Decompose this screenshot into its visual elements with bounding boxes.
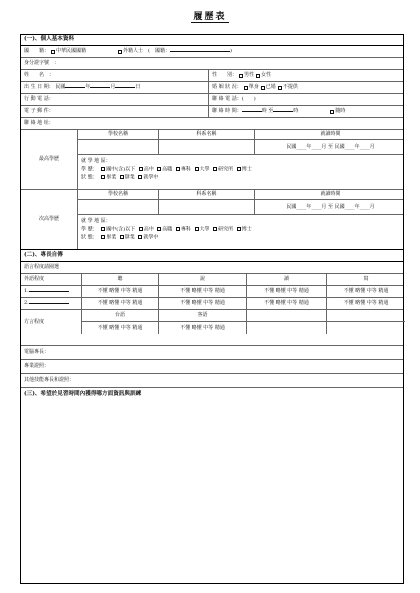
other-skills-field[interactable]: 其他技能專長和證照：: [24, 377, 75, 383]
name-row: 姓 名 ： 性 別： 男性 女性: [21, 70, 403, 82]
section-skills-header: (二)、專長自傳: [21, 250, 403, 262]
birth-day-field[interactable]: [115, 87, 135, 88]
hakka-level[interactable]: 不懂 略懂 中等 精通: [158, 322, 246, 334]
email-row: 電 子 郵 件： 聯 絡 時 間： 時 至 時 隨時: [21, 106, 403, 118]
speak-level-2[interactable]: 不懂 略懂 中等 精通: [158, 298, 246, 309]
contact-to-field[interactable]: [273, 111, 293, 112]
degree-college-checkbox[interactable]: [176, 167, 180, 171]
listen-level-1[interactable]: 不懂 略懂 中等 精通: [81, 286, 158, 297]
status-incomplete-checkbox[interactable]: [120, 175, 124, 179]
second-school-field[interactable]: [78, 200, 158, 214]
status2-incomplete-checkbox[interactable]: [120, 235, 124, 239]
name-field[interactable]: 姓 名 ：: [24, 72, 55, 78]
other-skills-row: [21, 374, 403, 388]
degree2-college-checkbox[interactable]: [176, 227, 180, 231]
phone-field[interactable]: 聯 絡 電 話：( ): [208, 94, 405, 105]
second-period-field[interactable]: 民國____年____月 至 民國____年____月: [254, 200, 406, 214]
degree2-university-checkbox[interactable]: [195, 227, 199, 231]
status-studying-checkbox[interactable]: [138, 175, 142, 179]
status-graduated-checkbox[interactable]: [101, 175, 105, 179]
degree-vocational-checkbox[interactable]: [157, 167, 161, 171]
email-field[interactable]: 電 子 郵 件：: [24, 108, 54, 114]
certifications-row: [21, 360, 403, 374]
contact-from-field[interactable]: [242, 111, 262, 112]
degree2-junior-checkbox[interactable]: [101, 227, 105, 231]
highest-region: 就 學 地 區：: [81, 158, 111, 164]
address-field[interactable]: 聯 絡 地 址：: [24, 120, 54, 126]
id-row: [21, 58, 403, 70]
nationality-local-checkbox[interactable]: [51, 50, 55, 54]
highest-degree: 學 歷： 國中(含)以下 高中 高職 專科 大學 研究所 博士: [81, 166, 252, 173]
degree2-phd-checkbox[interactable]: [237, 227, 241, 231]
resume-form: [20, 34, 404, 584]
degree-phd-checkbox[interactable]: [237, 167, 241, 171]
write-level-1[interactable]: 不懂 略懂 中等 精通: [326, 286, 405, 297]
highest-status: 狀 態： 畢業 肄業 就學中: [81, 174, 159, 181]
gender-male-checkbox[interactable]: [239, 74, 243, 78]
highest-dept-field[interactable]: [158, 140, 254, 154]
birth-row: 出 生 日 期： 民國 年 月 日 婚 姻 狀 況： 單身 已婚 不提供: [21, 82, 403, 94]
second-region: 就 學 地 區：: [81, 218, 111, 224]
degree2-senior-checkbox[interactable]: [139, 227, 143, 231]
write-level-2[interactable]: 不懂 略懂 中等 精通: [326, 298, 405, 309]
foreign-lang-1-field[interactable]: [29, 291, 69, 292]
page-title: 履歷表: [193, 12, 227, 22]
read-level-2[interactable]: 不懂 略懂 中等 精通: [246, 298, 326, 309]
birth-year-field[interactable]: [65, 87, 85, 88]
degree-senior-checkbox[interactable]: [139, 167, 143, 171]
certifications-field[interactable]: 專業證照：: [24, 363, 50, 369]
degree-university-checkbox[interactable]: [195, 167, 199, 171]
highest-school-field[interactable]: [78, 140, 158, 154]
marital-none-checkbox[interactable]: [278, 86, 282, 90]
mobile-field[interactable]: 行 動 電 話：: [24, 96, 54, 102]
speak-level-1[interactable]: 不懂 略懂 中等 精通: [158, 286, 246, 297]
gender-female-checkbox[interactable]: [256, 74, 260, 78]
degree-junior-checkbox[interactable]: [101, 167, 105, 171]
degree2-vocational-checkbox[interactable]: [157, 227, 161, 231]
foreign-nationality-field[interactable]: [170, 51, 230, 52]
taiwanese-level[interactable]: 不懂 略懂 中等 精通: [81, 322, 158, 334]
foreign-language-header: 外語程度 聽 說 讀 寫: [21, 274, 403, 286]
section-training-header: (三)、希望於見習時間內獲得哪方面資訊與訓練: [24, 391, 142, 398]
status2-studying-checkbox[interactable]: [138, 235, 142, 239]
dialect-block: 方言程度 台語 客語 不懂 略懂 中等 精通 不懂 略懂 中等 精通: [21, 310, 403, 346]
education-second: 次高學歷 學校名稱 科系名稱 就讀時間 民國____年____月 至 民國____年____月 就 學 地 區： 學 歷： 國中(含)以下 高中 高職 專科 大學 研究所 博士 狀 態： 畢業 肄業 就學中: [21, 190, 403, 250]
marital-single-checkbox[interactable]: [244, 86, 248, 90]
nationality-foreign-checkbox[interactable]: [118, 50, 122, 54]
second-dept-field[interactable]: [158, 200, 254, 214]
degree2-graduate-checkbox[interactable]: [213, 227, 217, 231]
foreign-language-row-1: 1. 不懂 略懂 中等 精通 不懂 略懂 中等 精通 不懂 略懂 中等 精通 不懂 略懂 中等 精通: [21, 286, 403, 298]
phone-row: [21, 94, 403, 106]
second-status: 狀 態： 畢業 肄業 就學中: [81, 234, 159, 241]
computer-skills-row: [21, 346, 403, 360]
listen-level-2[interactable]: 不懂 略懂 中等 精通: [81, 298, 158, 309]
nationality-row: 國 籍： 中華民國國籍 外籍人士 ( 國籍： ): [21, 46, 403, 58]
marital-married-checkbox[interactable]: [261, 86, 265, 90]
education-highest: 最高學歷 學校名稱 科系名稱 就讀時間 民國____年____月 至 民國____年____月 就 學 地 區： 學 歷： 國中(含)以下 高中 高職 專科 大學 研究所 博士 狀 態： 畢業 肄業 就學中: [21, 130, 403, 190]
section-basic-header: (一)、個人基本資料: [21, 35, 403, 46]
training-text-area[interactable]: [21, 402, 403, 583]
foreign-lang-2-field[interactable]: [29, 303, 69, 304]
language-instruction-row: 語言程度請圈選: [21, 262, 403, 274]
contact-anytime-checkbox[interactable]: [330, 110, 334, 114]
address-row: [21, 118, 403, 130]
foreign-language-row-2: 2. 不懂 略懂 中等 精通 不懂 略懂 中等 精通 不懂 略懂 中等 精通 不懂 略懂 中等 精通: [21, 298, 403, 310]
read-level-1[interactable]: 不懂 略懂 中等 精通: [246, 286, 326, 297]
status2-graduated-checkbox[interactable]: [101, 235, 105, 239]
computer-skills-field[interactable]: 電腦專長：: [24, 349, 50, 355]
degree-graduate-checkbox[interactable]: [213, 167, 217, 171]
highest-period-field[interactable]: 民國____年____月 至 民國____年____月: [254, 140, 406, 154]
id-number-field[interactable]: 身分證字號 ：: [24, 60, 60, 66]
birth-month-field[interactable]: [90, 87, 110, 88]
second-degree: 學 歷： 國中(含)以下 高中 高職 專科 大學 研究所 博士: [81, 226, 252, 233]
